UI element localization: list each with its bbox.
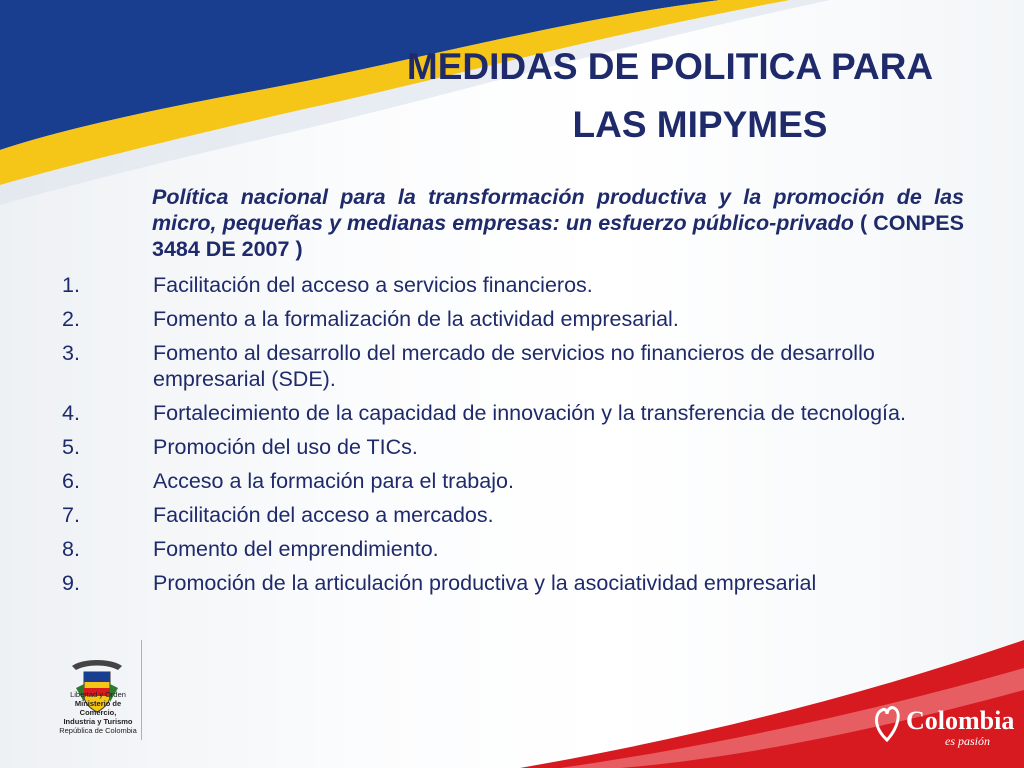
title-line-2: LAS MIPYMES bbox=[572, 104, 828, 145]
item-text: Promoción de la articulación productiva y la asociatividad empresarial bbox=[153, 571, 817, 595]
list-item bbox=[62, 570, 982, 596]
item-number: 4. bbox=[62, 401, 80, 425]
item-number: 1. bbox=[62, 273, 80, 297]
policy-name: Política nacional para la transformación productiva y la promoción de las micro, pequeñas y medianas empresas: un esfuerzo público-privado bbox=[152, 185, 964, 235]
item-number: 5. bbox=[62, 435, 80, 459]
list-item bbox=[62, 502, 982, 528]
item-text: Fomento a la formalización de la actividad empresarial. bbox=[153, 307, 679, 331]
item-text: Fortalecimiento de la capacidad de innovación y la transferencia de tecnología. bbox=[153, 401, 906, 425]
item-text: Facilitación del acceso a servicios financieros. bbox=[153, 273, 593, 297]
item-text: Acceso a la formación para el trabajo. bbox=[153, 469, 514, 493]
item-text: Fomento del emprendimiento. bbox=[153, 537, 439, 561]
divider bbox=[141, 640, 142, 740]
motto-text: Libertad y Orden bbox=[70, 690, 126, 699]
list-item bbox=[62, 340, 982, 392]
brand-tagline: es pasión bbox=[945, 734, 990, 748]
ministry-caption bbox=[56, 690, 140, 735]
title-line-1: MEDIDAS DE POLITICA PARA bbox=[406, 46, 934, 87]
policy-intro bbox=[152, 184, 964, 262]
item-number: 2. bbox=[62, 307, 80, 331]
ministry-line-3: República de Colombia bbox=[59, 726, 137, 735]
item-text: Fomento al desarrollo del mercado de servicios no financieros de desarrollo empresarial (SDE). bbox=[153, 341, 875, 391]
item-number: 6. bbox=[62, 469, 80, 493]
heart-logo-icon bbox=[872, 700, 902, 746]
ministry-line-1: Ministerio de Comercio, bbox=[74, 699, 122, 717]
list-item bbox=[62, 306, 982, 332]
item-text: Promoción del uso de TICs. bbox=[153, 435, 418, 459]
list-item bbox=[62, 434, 982, 460]
item-text: Facilitación del acceso a mercados. bbox=[153, 503, 494, 527]
list-item bbox=[62, 400, 982, 426]
measures-list bbox=[62, 272, 982, 604]
policy-reference: ( CONPES 3484 DE 2007 ) bbox=[152, 211, 964, 261]
ministry-line-2: Industria y Turismo bbox=[63, 717, 133, 726]
slide-title bbox=[300, 38, 1024, 154]
list-item bbox=[62, 468, 982, 494]
list-item bbox=[62, 536, 982, 562]
brand-name: Colombia bbox=[906, 706, 1015, 735]
list-item bbox=[62, 272, 982, 298]
item-number: 8. bbox=[62, 537, 80, 561]
item-number: 3. bbox=[62, 341, 80, 365]
item-number: 7. bbox=[62, 503, 80, 527]
item-number: 9. bbox=[62, 571, 80, 595]
